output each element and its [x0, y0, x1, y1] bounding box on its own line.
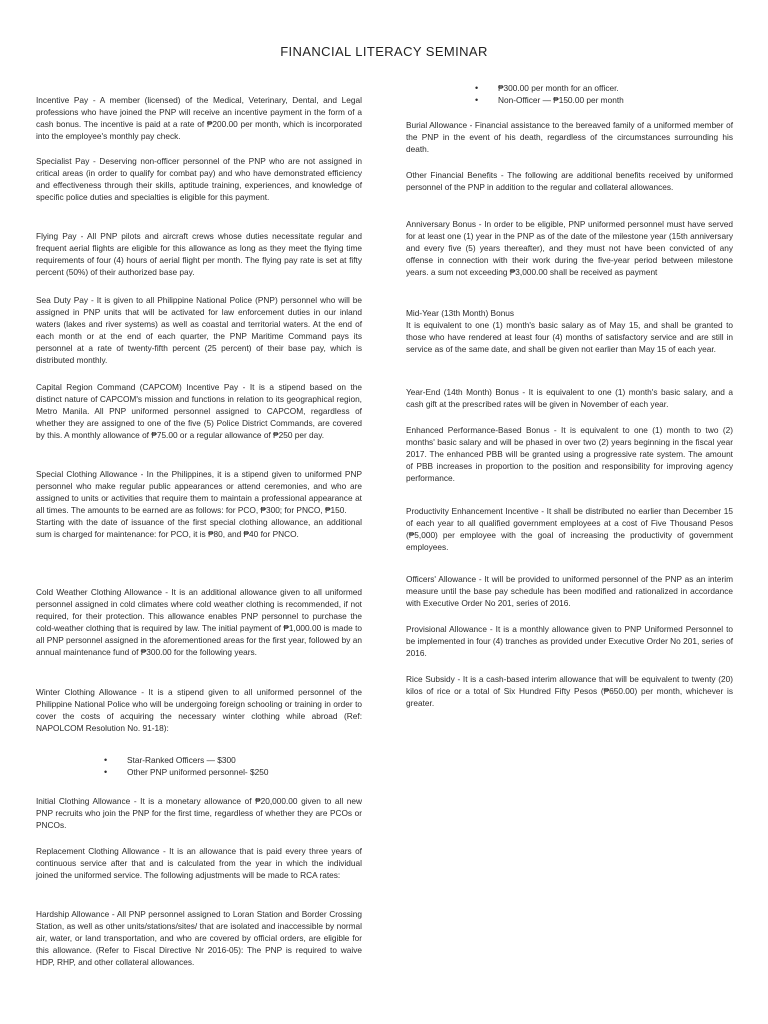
paragraph-incentive-pay: Incentive Pay - A member (licensed) of the Medical, Veterinary, Dental, and Legal professions who have joined the PNP will receive an incentive payment in the form of a cash bonus. The incentive is paid at a rate of ₱200.00 per month, which is incorporated into the employee's monthly pay check.	[36, 95, 362, 141]
paragraph-winter-clothing: Winter Clothing Allowance - It is a stipend given to all uniformed personnel of the Philippine National Police who will be undergoing foreign schooling or training in order to cover the costs of acquiring the necessary winter clothing while abroad (Ref: NAPOLCOM Resolution No. 91-18):	[36, 687, 362, 733]
paragraph-replacement-clothing: Replacement Clothing Allowance - It is an allowance that is paid every three years of continuous service after that and is calculated from the year in which the individual joined the uniformed service. The following adjustments will be made to RCA rates:	[36, 846, 362, 880]
list-item: • Star-Ranked Officers — $300	[127, 754, 362, 766]
paragraph-initial-clothing: Initial Clothing Allowance - It is a monetary allowance of ₱20,000.00 given to all new PNP recruits who join the PNP for the first time, regardless of whether they are PCOs or PNCOs.	[36, 796, 362, 830]
paragraph-provisional-allowance: Provisional Allowance - It is a monthly allowance given to PNP Uniformed Personnel to be implemented in four (4) tranches as provided under Executive Order No 201, series of 2016.	[406, 624, 733, 658]
list-item: • Non-Officer — ₱150.00 per month	[498, 94, 733, 106]
paragraph-year-end-bonus: Year-End (14th Month) Bonus - It is equivalent to one (1) month's basic salary, and a cash gift at the prescribed rates will be given in November of each year.	[406, 387, 733, 409]
paragraph-specialist-pay: Specialist Pay - Deserving non-officer personnel of the PNP who are not assigned in critical areas (in order to qualify for combat pay) and who have demonstrated efficiency and effectiveness through their skills, aptitude training, experiences, and knowledge of specific police duties and specialties is eligible for this payment.	[36, 156, 362, 202]
paragraph-capcom-incentive: Capital Region Command (CAPCOM) Incentive Pay - It is a stipend based on the distinct nature of CAPCOM's mission and functions in relation to its geographical region, Metro Manila. All PNP uniformed personnel assigned to CAPCOM, regardless of whether they are assigned to one of the five (5) Police District Commands, are covered by this. A monthly allowance of ₱75.00 or a regular allowance of ₱250 per day.	[36, 382, 362, 440]
paragraph-hardship: Hardship Allowance - All PNP personnel assigned to Loran Station and Border Crossing Station, as well as other units/stations/sites/ that are isolated and inaccessible by normal air, water, or land transportation, and who are covered by official orders, are eligible for this allowance. (Refer to Fiscal Directive Nr 2016-05): The PNP is required to waive HDP, RHP, and other collateral allowances.	[36, 909, 362, 967]
rate-list	[498, 82, 733, 106]
paragraph-other-benefits: Other Financial Benefits - The following are additional benefits received by uniformed personnel of the PNP in addition to the regular and collateral allowances.	[406, 170, 733, 192]
paragraph-special-clothing-maintenance: Starting with the date of issuance of the first special clothing allowance, an additional sum is charged for maintenance: for PCO, it is ₱80, and ₱40 for PNCO.	[36, 517, 362, 539]
heading-mid-year-bonus: Mid-Year (13th Month) Bonus	[406, 308, 515, 318]
page-title: FINANCIAL LITERACY SEMINAR	[280, 44, 488, 59]
paragraph-productivity-incentive: Productivity Enhancement Incentive - It shall be distributed no earlier than December 15 of each year to all qualified government employees at a cost of Five Thousand Pesos (₱5,000) per employee with the goal of increasing the productivity of government employees.	[406, 506, 733, 552]
paragraph-mid-year-bonus: It is equivalent to one (1) month's basic salary as of May 15, and shall be granted to those who have rendered at least four (4) months of satisfactory service and are still in service as of the same date, and shall be given not earlier than May 15 of each year.	[406, 320, 733, 354]
paragraph-cold-weather: Cold Weather Clothing Allowance - It is an additional allowance given to all uniformed personnel assigned in cold climates where cold weather clothing is recommended, if not required, for their protection. This allowance enables PNP personnel to purchase the cold-weather clothing that is required by law. The initial payment of ₱1,000.00 is made to all PNP personnel assigned in the aforementioned areas for the first year, followed by an annual maintenance fund of ₱300.00 for the following years.	[36, 587, 362, 657]
paragraph-special-clothing: Special Clothing Allowance - In the Philippines, it is a stipend given to uniformed PNP personnel who make regular public appearances or attend ceremonies, and who are assigned to units or activities that require them to maintain a professional appearance at all times. The amounts to be earned are as follows: for PCO, ₱300; for PNCO, ₱150.	[36, 469, 362, 515]
paragraph-rice-subsidy: Rice Subsidy - It is a cash-based interim allowance that will be equivalent to twenty (20) kilos of rice or a total of Six Hundred Fifty Pesos (₱650.00) per month, whichever is greater.	[406, 674, 733, 708]
paragraph-officers-allowance: Officers' Allowance - It will be provided to uniformed personnel of the PNP as an interim measure until the base pay schedule has been modified and rationalized in accordance with Executive Order No 201, series of 2016.	[406, 574, 733, 608]
list-item: • Other PNP uniformed personnel- $250	[127, 766, 362, 778]
paragraph-anniversary-bonus: Anniversary Bonus - In order to be eligible, PNP uniformed personnel must have served for at least one (1) year in the PNP as of the date of the milestone year (15th anniversary and every five (5) years thereafter), and they must not have been convicted of any offense in connection with their work during the five-year period between milestone years. a sum not exceeding ₱3,000.00 shall be received as payment	[406, 219, 733, 277]
winter-clothing-list	[127, 754, 362, 778]
paragraph-performance-bonus: Enhanced Performance-Based Bonus - It is equivalent to one (1) month to two (2) months' basic salary and will be phased in over two (2) years beginning in the fiscal year 2017. The enhanced PBB will be granted using a progressive rate system. The amount of PBB increases in proportion to the position and responsibility for improving agency performance.	[406, 425, 733, 483]
paragraph-flying-pay: Flying Pay - All PNP pilots and aircraft crews whose duties necessitate regular and frequent aerial flights are eligible for this allowance as long as they meet the flying time requirements of four (4) hours of aerial flight per month. The flying pay rate is set at fifty percent (50%) of their authorized base pay.	[36, 231, 362, 277]
paragraph-sea-duty-pay: Sea Duty Pay - It is given to all Philippine National Police (PNP) personnel who will be assigned in PNP units that will be activated for law enforcement duties in our inland waters (lakes and river systems) as well as coastal and territorial waters. At the end of each month or at the end of each quarter, the PNP Maritime Command pays its personnel at a rate of twenty-fifth percent (25 percent) of their base pay, which is distributed monthly.	[36, 295, 362, 365]
list-item: • ₱300.00 per month for an officer.	[498, 82, 733, 94]
paragraph-burial: Burial Allowance - Financial assistance to the bereaved family of a uniformed member of the PNP in the event of his death, regardless of the circumstances surrounding his death.	[406, 120, 733, 154]
